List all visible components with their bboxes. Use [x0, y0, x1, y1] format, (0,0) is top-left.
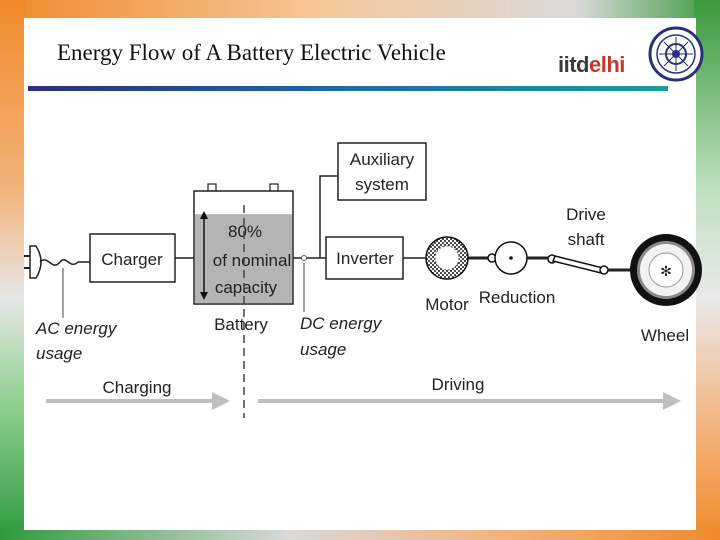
battery-fill-line3: capacity	[214, 278, 278, 297]
wheel-label: Wheel	[640, 326, 690, 345]
motor-icon	[426, 237, 468, 279]
auxiliary-label-line1: Auxiliary	[349, 150, 415, 169]
reduction-label: Reduction	[478, 288, 556, 307]
auxiliary-system-box	[338, 143, 426, 200]
logo-text-part1: iitd	[558, 52, 589, 77]
drive-shaft-icon	[548, 255, 634, 274]
drive-shaft-label-line2: shaft	[567, 230, 605, 249]
charging-label: Charging	[102, 378, 172, 397]
battery-label: Battery	[214, 315, 268, 334]
battery-terminal-left	[208, 184, 216, 191]
charger-box	[90, 234, 175, 282]
auxiliary-label-line2: system	[355, 175, 409, 194]
battery-terminal-right	[270, 184, 278, 191]
drive-shaft-label-line1: Drive	[566, 205, 606, 224]
wheel-icon	[630, 234, 702, 306]
driving-arrow	[258, 392, 681, 410]
inverter-label: Inverter	[336, 249, 394, 268]
driving-label: Driving	[431, 375, 485, 394]
dc-tap-point	[302, 256, 307, 261]
ac-plug-icon	[24, 246, 90, 278]
motor-label: Motor	[425, 295, 469, 314]
ac-energy-label-line1: AC energy	[36, 319, 117, 338]
iit-delhi-emblem-icon	[650, 28, 702, 80]
svg-text:✻: ✻	[660, 264, 672, 280]
ac-energy-label-line2: usage	[36, 344, 83, 363]
charger-label: Charger	[101, 250, 163, 269]
dc-energy-label-line1: DC energy	[300, 314, 382, 333]
battery-fill-line1: 80%	[227, 222, 263, 241]
battery-fill-line2: of nominal	[212, 251, 292, 270]
logo-text-part2: elhi	[589, 52, 625, 77]
inverter-box	[326, 237, 403, 279]
slide-title: Energy Flow of A Battery Electric Vehicle	[57, 40, 446, 65]
reduction-gear-icon	[488, 242, 527, 274]
dc-energy-label-line2: usage	[300, 340, 347, 359]
